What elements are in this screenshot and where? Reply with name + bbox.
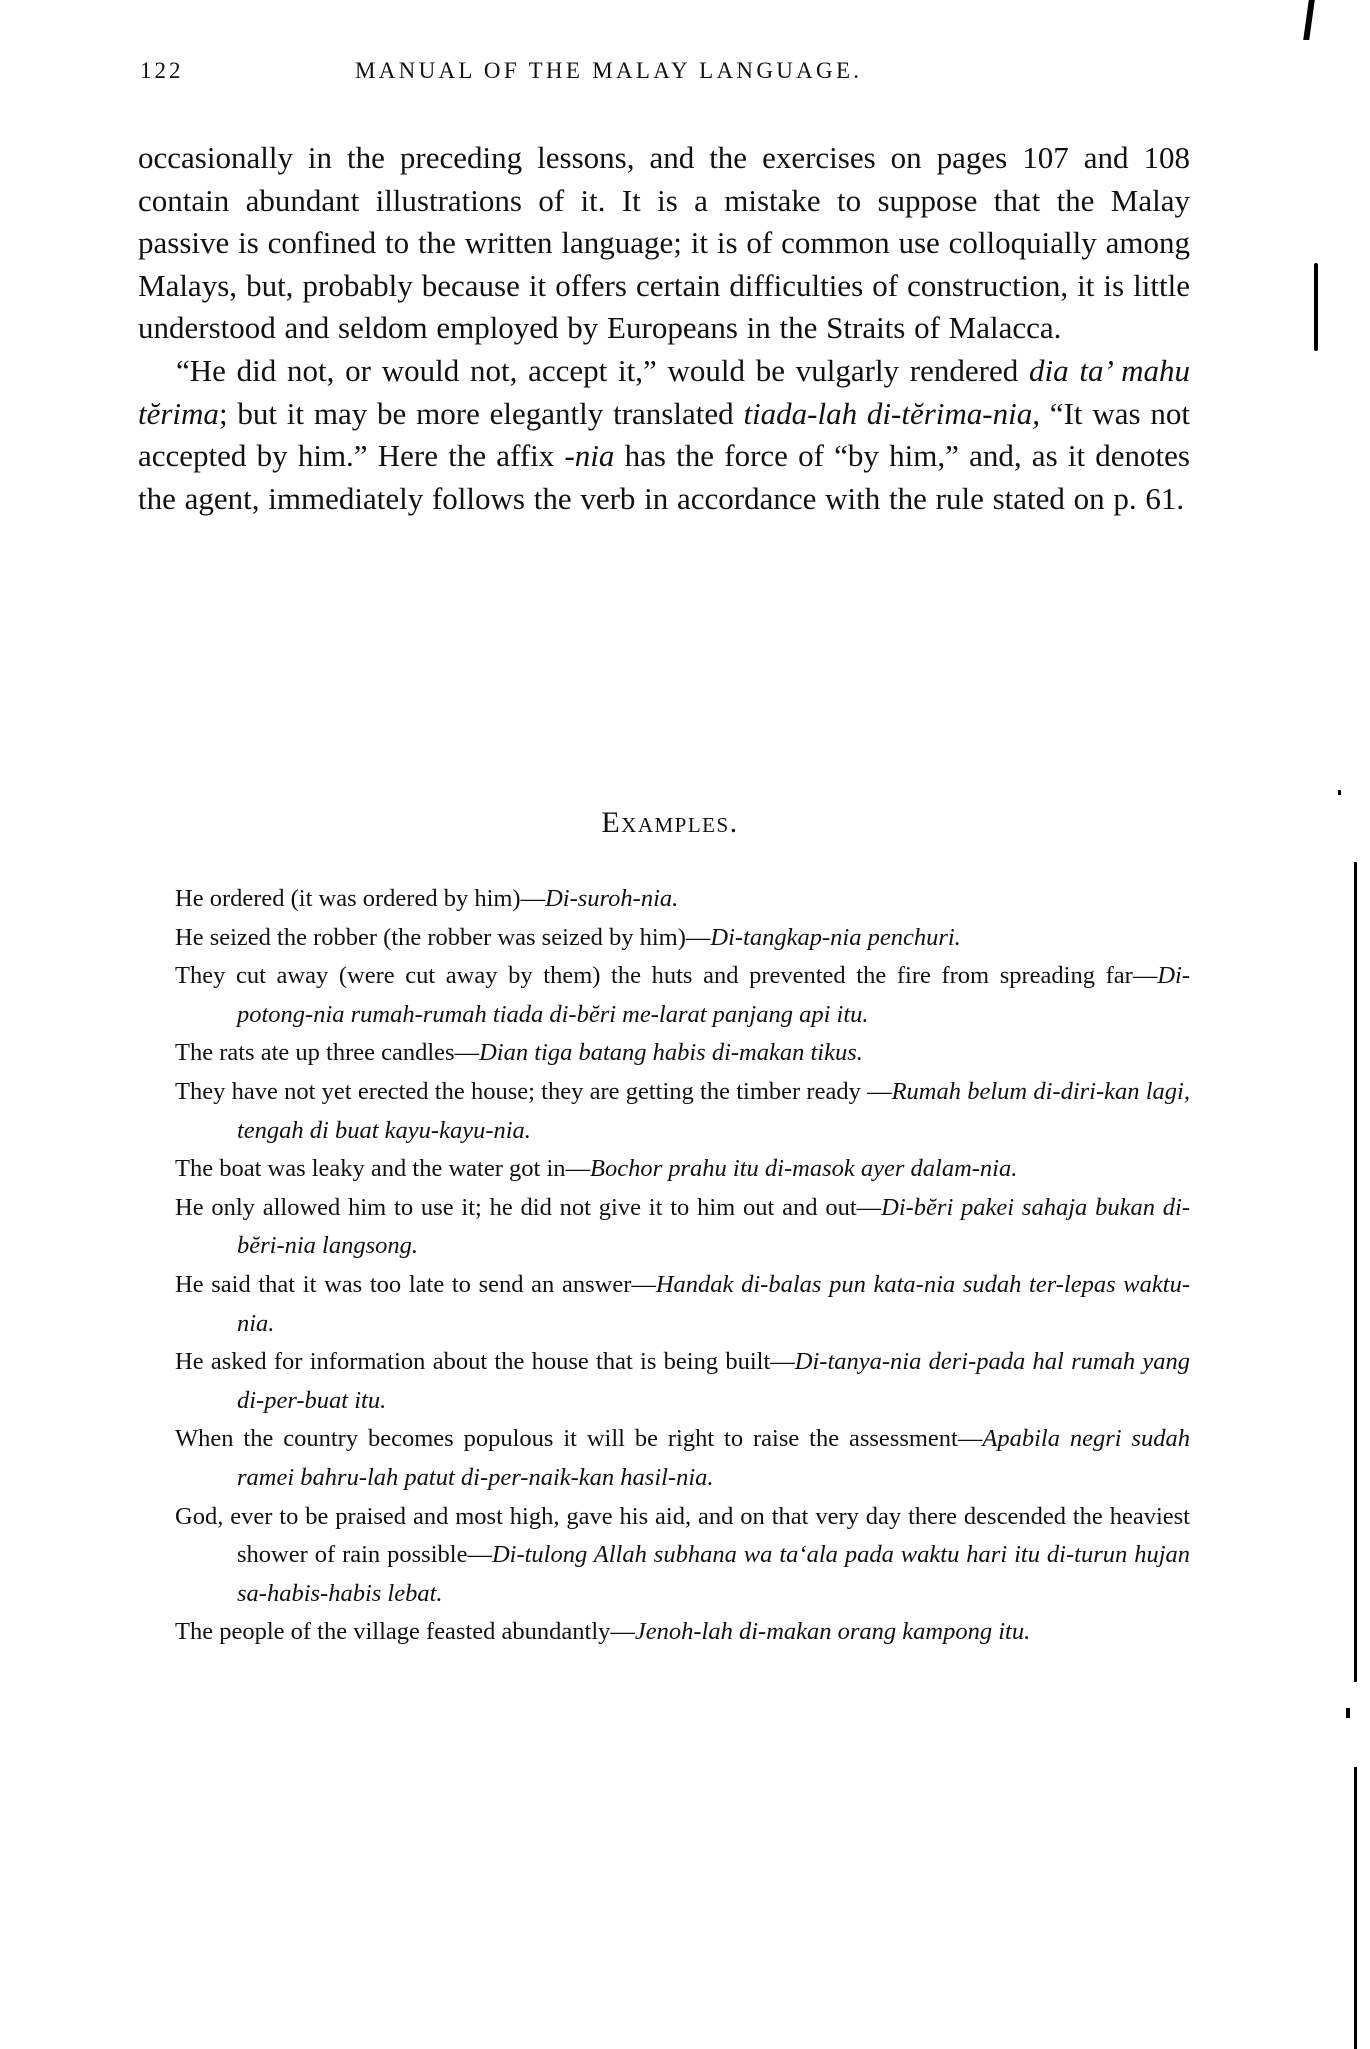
text-run: “He did not, or would not, accept it,” would be vulgarly rendered bbox=[176, 352, 1029, 388]
body-text bbox=[138, 137, 1190, 520]
example-item bbox=[175, 1266, 1190, 1343]
example-malay: Di-tulong Allah subhana wa ta‘ala pada waktu hari itu di-turun hujan sa-habis-habis lebat. bbox=[237, 1541, 1190, 1607]
example-english: The people of the village feasted abundantly— bbox=[175, 1618, 635, 1646]
example-english: They have not yet erected the house; they are getting the timber ready — bbox=[175, 1077, 892, 1105]
scan-dot bbox=[1338, 790, 1341, 795]
example-english: He seized the robber (the robber was seized by him)— bbox=[175, 923, 711, 951]
examples-list bbox=[175, 880, 1190, 1652]
scan-edge-line bbox=[1354, 1767, 1357, 2049]
example-english: The rats ate up three candles— bbox=[175, 1039, 480, 1067]
example-item bbox=[175, 1613, 1190, 1652]
example-malay: Handak di-balas pun kata-nia sudah ter-lepas waktu-nia. bbox=[237, 1270, 1190, 1337]
example-english: When the country becomes populous it will be right to raise the assessment— bbox=[175, 1425, 983, 1453]
example-item bbox=[175, 1420, 1190, 1497]
example-english: He only allowed him to use it; he did not give it to him out and out— bbox=[175, 1193, 882, 1221]
example-malay: Rumah belum di-diri-kan lagi, tengah di buat kayu-kayu-nia. bbox=[237, 1077, 1190, 1144]
running-head bbox=[138, 58, 1188, 92]
paragraph-passive-example bbox=[138, 350, 1190, 520]
page-number: 122 bbox=[140, 58, 184, 83]
malay-phrase: dia ta’ mahu tĕrima bbox=[138, 352, 1190, 431]
example-malay: Di-bĕri pakei sahaja bukan di-bĕri-nia langsong. bbox=[237, 1193, 1190, 1260]
text-run: has the force of “by him,” and, as it denotes the agent, immediately follows the verb in accordance with the rule stated on p. 61. bbox=[138, 438, 1190, 516]
example-item bbox=[175, 1073, 1190, 1150]
example-malay: Apabila negri sudah ramei bahru-lah patut di-per-naik-kan hasil-nia. bbox=[237, 1425, 1190, 1491]
running-title: MANUAL OF THE MALAY LANGUAGE. bbox=[355, 58, 863, 83]
example-item bbox=[175, 880, 1190, 919]
malay-phrase: -nia bbox=[564, 438, 615, 474]
scan-edge-mark bbox=[1314, 263, 1318, 351]
example-item bbox=[175, 1343, 1190, 1420]
example-malay: Dian tiga batang habis di-makan tikus. bbox=[479, 1039, 863, 1067]
example-malay: Bochor prahu itu di-masok ayer dalam-nia. bbox=[590, 1155, 1018, 1183]
malay-phrase: tiada-lah di-tĕrima-nia, bbox=[743, 395, 1040, 431]
text-run: ; but it may be more elegantly translated bbox=[218, 395, 744, 431]
example-english: He ordered (it was ordered by him)— bbox=[175, 885, 546, 912]
scan-dot bbox=[1346, 1708, 1350, 1718]
example-english: He asked for information about the house that is being built— bbox=[175, 1348, 795, 1376]
example-item bbox=[175, 1189, 1190, 1266]
paragraph-continuation: occasionally in the preceding lessons, and the exercises on pages 107 and 108 contain abundant illustrations of it. It is a mistake to suppose that the Malay passive is confined to the written language; it is of common use colloquially among Malays, but, probably because it offers certain difficulties of construction, it is little understood and seldom employed by Europeans in the Straits of Malacca. bbox=[138, 140, 1190, 346]
scan-edge-line bbox=[1354, 862, 1357, 1682]
scan-edge-mark bbox=[1303, 0, 1315, 40]
example-item bbox=[175, 1150, 1190, 1189]
example-item bbox=[175, 957, 1190, 1034]
example-item bbox=[175, 1498, 1190, 1614]
example-malay: Di-tanya-nia deri-pada hal rumah yang di-per-buat itu. bbox=[237, 1348, 1190, 1414]
example-english: They cut away (were cut away by them) the huts and prevented the fire from spreading far— bbox=[175, 962, 1158, 990]
example-item bbox=[175, 1034, 1190, 1073]
example-malay: Di-suroh-nia. bbox=[545, 885, 679, 912]
example-malay: Di-tangkap-nia penchuri. bbox=[710, 923, 961, 951]
examples-heading: Examples. bbox=[601, 806, 739, 839]
text-run: “It was not accepted by him.” Here the affix bbox=[138, 395, 1190, 474]
example-english: He said that it was too late to send an answer— bbox=[175, 1270, 656, 1298]
example-english: God, ever to be praised and most high, gave his aid, and on that very day there descended the heaviest shower of rain possible— bbox=[175, 1502, 1190, 1569]
example-english: The boat was leaky and the water got in— bbox=[175, 1155, 591, 1183]
example-item bbox=[175, 919, 1190, 958]
example-malay: Di-potong-nia rumah-rumah tiada di-bĕri me-larat panjang api itu. bbox=[237, 962, 1190, 1028]
example-malay: Jenoh-lah di-makan orang kampong itu. bbox=[634, 1618, 1031, 1646]
